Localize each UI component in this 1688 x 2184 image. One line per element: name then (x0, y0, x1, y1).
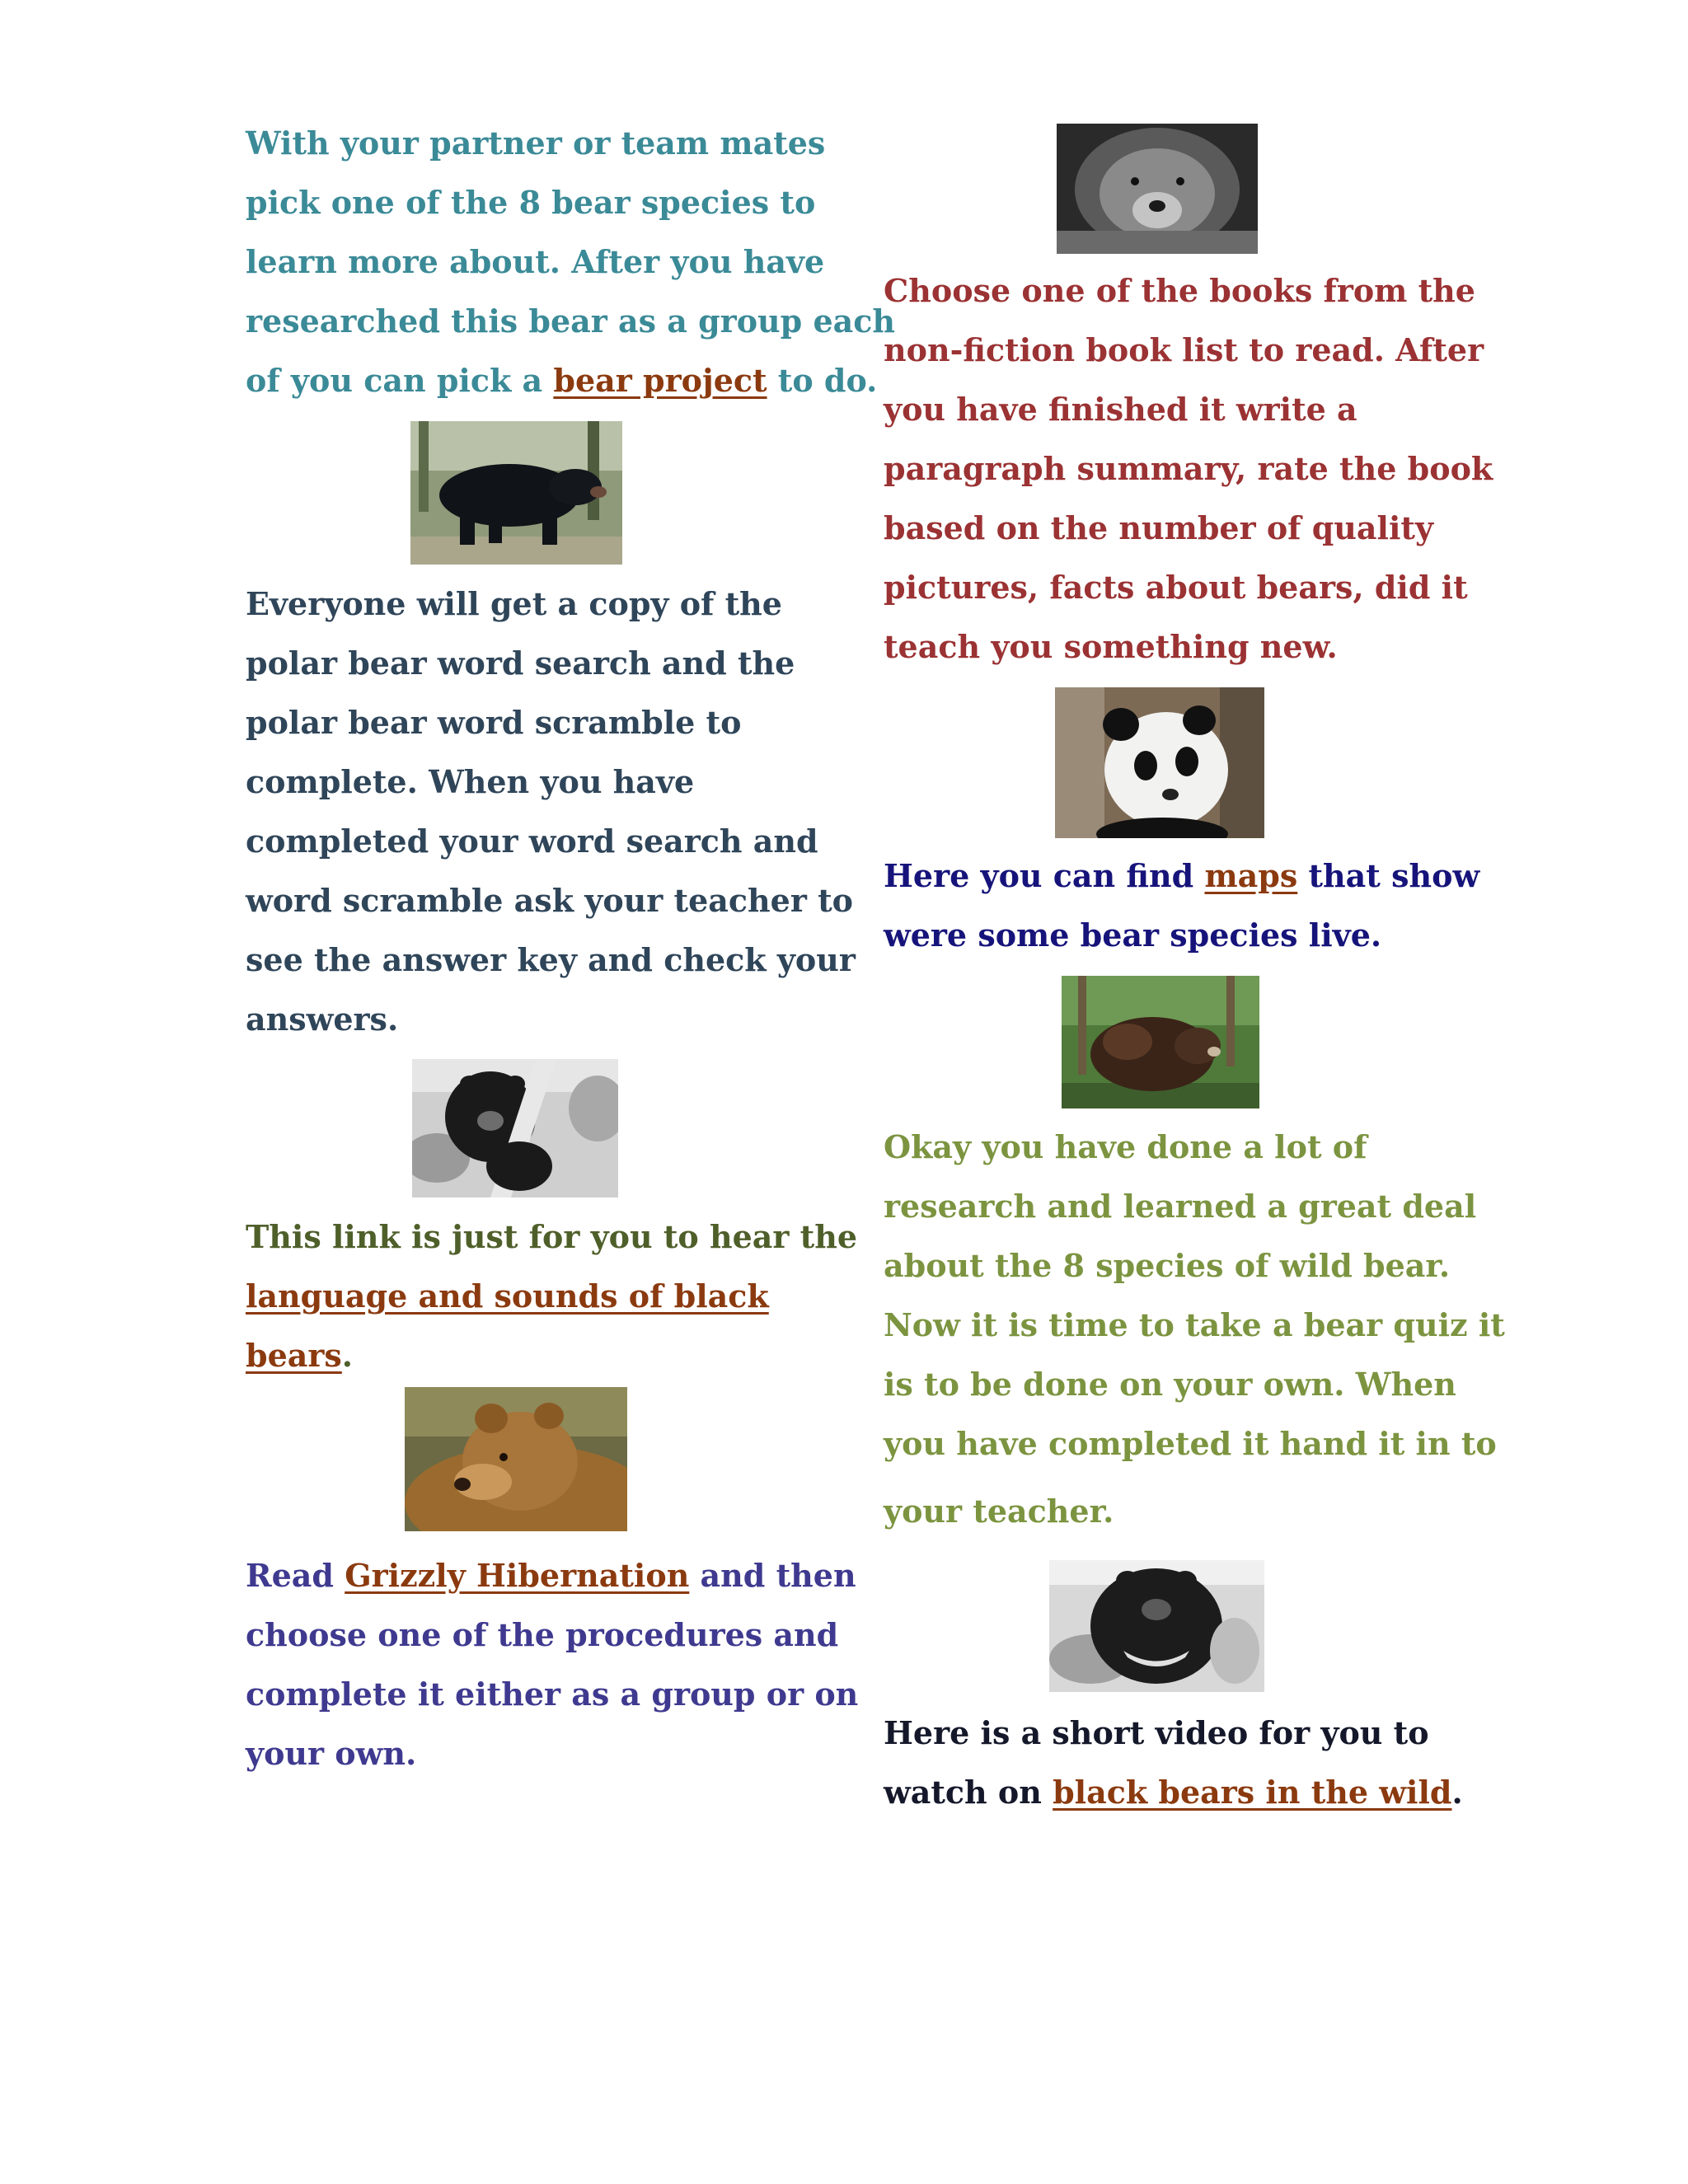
text-line: researched this bear as a group each (246, 302, 896, 340)
text-line: you have finished it write a (884, 391, 1357, 428)
moon-bear-photo (1049, 1560, 1264, 1692)
text-line: answers. (246, 1001, 399, 1038)
text-line: non-fiction book list to read. After (884, 331, 1484, 368)
text-line (884, 1763, 1477, 1822)
paragraph-word-search (246, 574, 856, 1049)
text-line: pick one of the 8 bear species to (246, 184, 816, 221)
text-line (246, 1267, 823, 1326)
sun-bear-photo (1057, 124, 1258, 254)
text-line: polar bear word search and the (246, 644, 795, 682)
paragraph-video (884, 1704, 1477, 1822)
text-line: learn more about. After you have (246, 243, 825, 280)
paragraph-book-list (884, 261, 1493, 677)
paragraph-quiz (884, 1118, 1505, 1541)
text-line: This link is just for you to hear the (246, 1218, 858, 1255)
paragraph-sounds (246, 1207, 858, 1385)
text-line: Everyone will get a copy of the (246, 585, 782, 622)
text-span: . (1451, 1774, 1463, 1811)
text-line: polar bear word scramble to (246, 704, 742, 741)
text-line: complete it either as a group or on (246, 1675, 859, 1713)
text-line: is to be done on your own. When (884, 1366, 1456, 1403)
text-line (246, 351, 878, 410)
text-line: paragraph summary, rate the book (884, 450, 1493, 487)
grizzly-bear-photo (405, 1387, 627, 1531)
text-line: see the answer key and check your (246, 941, 856, 978)
text-line: research and learned a great deal (884, 1188, 1477, 1225)
text-span: and then (689, 1557, 856, 1594)
text-line: word scramble ask your teacher to (246, 882, 853, 919)
text-line: Okay you have done a lot of (884, 1128, 1367, 1165)
bears-link[interactable]: bears (246, 1337, 342, 1374)
text-span: Read (246, 1557, 345, 1594)
language-sounds-link[interactable]: language and sounds of black (246, 1277, 769, 1315)
panda-photo (1055, 687, 1264, 838)
sloth-bear-photo (1062, 976, 1259, 1108)
text-line: Now it is time to take a bear quiz it (884, 1306, 1505, 1343)
black-bears-wild-link[interactable]: black bears in the wild (1053, 1774, 1452, 1811)
text-line: complete. When you have (246, 763, 695, 800)
grizzly-hibernation-link[interactable]: Grizzly Hibernation (345, 1557, 690, 1594)
text-span: . (341, 1337, 354, 1374)
black-bear-photo (410, 421, 622, 565)
text-line: Here is a short video for you to (884, 1714, 1429, 1751)
text-line: With your partner or team mates (246, 124, 826, 162)
maps-link[interactable]: maps (1204, 857, 1298, 894)
bear-project-link[interactable]: bear project (553, 362, 767, 399)
text-line: choose one of the procedures and (246, 1616, 839, 1653)
text-line: Choose one of the books from the (884, 272, 1475, 309)
text-span: Here you can find (884, 857, 1205, 894)
text-line: were some bear species live. (884, 916, 1382, 954)
text-span: of you can pick a (246, 362, 554, 399)
text-line: based on the number of quality (884, 509, 1434, 546)
paragraph-maps (884, 846, 1480, 965)
text-line: your own. (246, 1735, 417, 1772)
paragraph-hibernation (246, 1546, 859, 1783)
text-line (246, 1326, 823, 1385)
text-line: about the 8 species of wild bear. (884, 1247, 1451, 1284)
text-line: teach you something new. (884, 628, 1338, 665)
text-line: you have completed it hand it in to (884, 1425, 1497, 1462)
text-span: to do. (767, 362, 878, 399)
text-line: completed your word search and (246, 823, 818, 860)
paragraph-team-research (246, 114, 896, 410)
text-line: pictures, facts about bears, did it (884, 569, 1468, 606)
text-line (246, 1546, 856, 1605)
text-span: watch on (884, 1774, 1053, 1811)
text-line (884, 846, 1480, 906)
text-span: that show (1297, 857, 1480, 894)
black-bear-tree-photo (412, 1059, 618, 1197)
text-line: your teacher. (884, 1493, 1114, 1530)
